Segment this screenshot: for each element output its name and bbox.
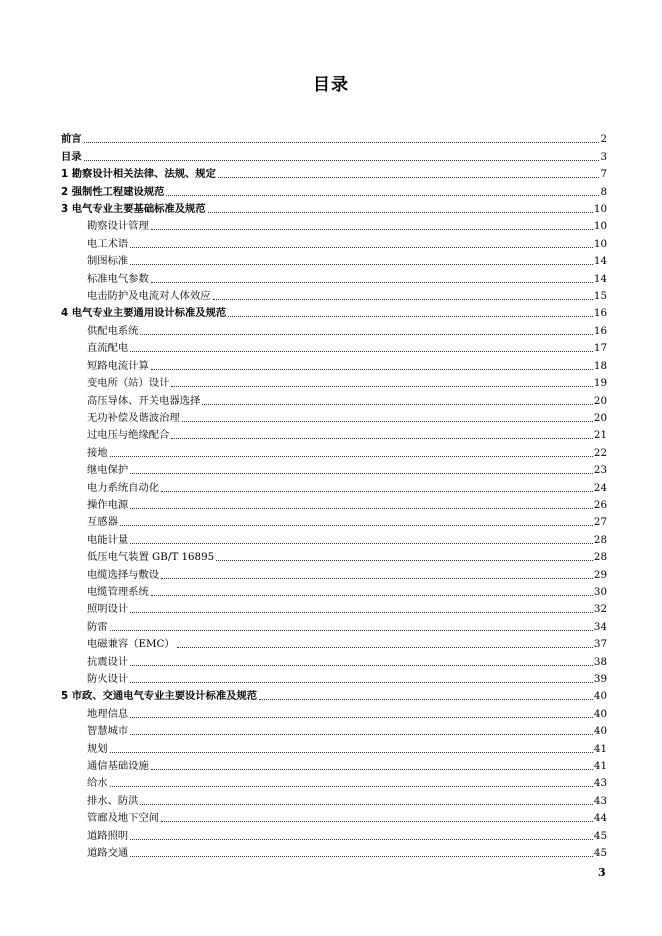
dot-leader xyxy=(208,212,593,213)
toc-entry-section[interactable] xyxy=(61,251,607,268)
toc-entry-title: 防雷 xyxy=(87,620,108,633)
toc-entry-page: 16 xyxy=(593,324,607,337)
toc-entry-page: 18 xyxy=(593,359,607,372)
toc-entry-page: 21 xyxy=(593,429,607,442)
dot-leader xyxy=(216,560,593,561)
dot-leader xyxy=(110,786,593,787)
toc-entry-page: 7 xyxy=(600,168,607,181)
toc-entry-section[interactable] xyxy=(61,825,607,842)
page-title: 目录 xyxy=(313,75,349,95)
toc-entry-section[interactable] xyxy=(61,634,607,651)
toc-entry-page: 29 xyxy=(593,568,607,581)
dot-leader xyxy=(130,351,593,352)
toc-entry-title: 电磁兼容（EMC） xyxy=(87,638,175,651)
dot-leader xyxy=(166,195,599,196)
toc-entry-section[interactable] xyxy=(61,703,607,720)
dot-leader xyxy=(110,752,593,753)
toc-entry-title: 无功补偿及谐波治理 xyxy=(87,411,180,424)
toc-entry-title: 勘察设计管理 xyxy=(87,220,149,233)
toc-entry-section[interactable] xyxy=(61,512,607,529)
toc-entry-title: 电力系统自动化 xyxy=(87,481,160,494)
toc-entry-page: 10 xyxy=(593,203,607,216)
toc-entry-page: 22 xyxy=(593,446,607,459)
dot-leader xyxy=(161,491,593,492)
toc-entry-section[interactable] xyxy=(61,582,607,599)
toc-entry-section[interactable] xyxy=(61,320,607,337)
toc-entry-title: 高压导体、开关电器选择 xyxy=(87,394,201,407)
toc-entry-page: 30 xyxy=(593,585,607,598)
dot-leader xyxy=(202,404,593,405)
toc-entry-section[interactable] xyxy=(61,616,607,633)
toc-entry-section[interactable] xyxy=(61,338,607,355)
toc-entry-section[interactable] xyxy=(61,268,607,285)
dot-leader xyxy=(151,769,593,770)
toc-entry-page: 19 xyxy=(593,377,607,390)
toc-entry-page: 39 xyxy=(593,673,607,685)
toc-entry-page: 28 xyxy=(593,533,607,546)
toc-entry-title: 供配电系统 xyxy=(87,324,139,337)
toc-entry-section[interactable] xyxy=(61,408,607,425)
toc-entry-page: 3 xyxy=(600,150,607,163)
toc-entry-page: 20 xyxy=(593,411,607,424)
dot-leader xyxy=(218,177,600,178)
toc-entry-page: 10 xyxy=(593,220,607,233)
dot-leader xyxy=(151,282,593,283)
toc-entry-page: 45 xyxy=(593,847,607,860)
toc-entry-section[interactable] xyxy=(61,721,607,738)
toc-entry-title: 1 勘察设计相关法律、法规、规定 xyxy=(61,168,216,181)
toc-entry-title: 管廊及地下空间 xyxy=(87,812,160,825)
toc-entry-page: 16 xyxy=(593,307,607,320)
dot-leader xyxy=(228,316,593,317)
dot-leader xyxy=(161,821,593,822)
toc-entry-chapter[interactable] xyxy=(61,199,607,216)
dot-leader xyxy=(120,525,593,526)
toc-entry-section[interactable] xyxy=(61,442,607,459)
toc-entry-title: 排水、防洪 xyxy=(87,794,139,807)
toc-entry-page: 20 xyxy=(593,394,607,407)
toc-entry-section[interactable] xyxy=(61,547,607,564)
toc-entry-section[interactable] xyxy=(61,425,607,442)
toc-entry-title: 低压电气装置 GB/T 16895 xyxy=(87,551,215,564)
toc-entry-title: 目录 xyxy=(61,150,82,163)
dot-leader xyxy=(161,578,593,579)
toc-entry-section[interactable] xyxy=(61,390,607,407)
toc-entry-title: 标准电气参数 xyxy=(87,272,149,285)
dot-leader xyxy=(130,612,593,613)
toc-entry-page: 14 xyxy=(593,272,607,285)
dot-leader xyxy=(130,508,593,509)
toc-entry-page: 26 xyxy=(593,498,607,511)
toc-entry-title: 电缆管理系统 xyxy=(87,585,149,598)
toc-entry-page: 8 xyxy=(600,185,607,198)
dot-leader xyxy=(130,473,593,474)
toc-entry-title: 2 强制性工程建设规范 xyxy=(61,185,165,198)
toc-entry-title: 防火设计 xyxy=(87,673,129,685)
toc-entry-section[interactable] xyxy=(61,756,607,773)
toc-entry-page: 45 xyxy=(593,829,607,842)
page-number: 3 xyxy=(598,866,606,879)
toc-entry-page: 2 xyxy=(600,133,607,146)
toc-entry-section[interactable] xyxy=(61,233,607,250)
toc-entry-title: 操作电源 xyxy=(87,498,129,511)
toc-entry-chapter[interactable] xyxy=(61,146,607,163)
toc-entry-page: 24 xyxy=(593,481,607,494)
toc-entry-title: 通信基础设施 xyxy=(87,760,149,773)
dot-leader xyxy=(151,369,593,370)
toc-entry-title: 继电保护 xyxy=(87,464,129,477)
toc-entry-page: 40 xyxy=(593,725,607,738)
dot-leader xyxy=(130,856,593,857)
dot-leader xyxy=(110,456,593,457)
dot-leader xyxy=(171,438,593,439)
toc-entry-chapter[interactable] xyxy=(61,164,607,181)
dot-leader xyxy=(110,630,593,631)
toc-entry-title: 5 市政、交通电气专业主要设计标准及规范 xyxy=(61,690,258,703)
toc-entry-section[interactable] xyxy=(61,843,607,860)
toc-entry-chapter[interactable] xyxy=(61,129,607,146)
dot-leader xyxy=(259,699,593,700)
toc-entry-title: 3 电气专业主要基础标准及规范 xyxy=(61,203,206,216)
toc-entry-section[interactable] xyxy=(61,355,607,372)
toc-entry-title: 4 电气专业主要通用设计标准及规范 xyxy=(61,307,227,320)
toc-entry-page: 23 xyxy=(593,464,607,477)
toc-entry-section[interactable] xyxy=(61,216,607,233)
toc-entry-page: 17 xyxy=(593,342,607,355)
toc-entry-section[interactable] xyxy=(61,599,607,616)
toc-entry-page: 27 xyxy=(593,516,607,529)
dot-leader xyxy=(130,717,593,718)
toc-entry-section[interactable] xyxy=(61,651,607,668)
dot-leader xyxy=(130,264,593,265)
toc-entry-chapter[interactable] xyxy=(61,686,607,703)
dot-leader xyxy=(140,334,592,335)
toc-entry-section[interactable] xyxy=(61,495,607,512)
toc-entry-title: 照明设计 xyxy=(87,603,129,616)
toc-entry-page: 32 xyxy=(593,603,607,616)
toc-entry-title: 电工术语 xyxy=(87,237,129,250)
toc-entry-section[interactable] xyxy=(61,286,607,303)
dot-leader xyxy=(130,665,593,666)
toc-entry-title: 变电所（站）设计 xyxy=(87,377,170,390)
toc-entry-title: 短路电流计算 xyxy=(87,359,149,372)
dot-leader xyxy=(151,229,593,230)
toc-entry-page: 38 xyxy=(593,655,607,668)
toc-entry-title: 电缆选择与敷设 xyxy=(87,568,160,581)
toc-entry-page: 10 xyxy=(593,237,607,250)
dot-leader xyxy=(84,160,600,161)
dot-leader xyxy=(130,682,593,683)
dot-leader xyxy=(130,734,593,735)
toc-entry-title: 直流配电 xyxy=(87,342,129,355)
toc-entry-title: 电击防护及电流对人体效应 xyxy=(87,290,211,303)
toc-entry-page: 37 xyxy=(593,638,607,651)
toc-entry-title: 前言 xyxy=(61,133,82,146)
toc-entry-page: 28 xyxy=(593,551,607,564)
toc-entry-section[interactable] xyxy=(61,460,607,477)
toc-entry-section[interactable] xyxy=(61,738,607,755)
toc-entry-chapter[interactable] xyxy=(61,303,607,320)
toc-entry-title: 给水 xyxy=(87,777,108,790)
toc-entry-page: 41 xyxy=(593,742,607,755)
dot-leader xyxy=(182,421,593,422)
toc-entry-title: 制图标准 xyxy=(87,255,129,268)
toc-entry-section[interactable] xyxy=(61,669,607,686)
dot-leader xyxy=(213,299,593,300)
toc-entry-page: 40 xyxy=(593,690,607,703)
toc-entry-page: 41 xyxy=(593,760,607,773)
toc-entry-title: 电能计量 xyxy=(87,533,129,546)
toc-entry-title: 抗震设计 xyxy=(87,655,129,668)
dot-leader xyxy=(151,595,593,596)
dot-leader xyxy=(130,247,593,248)
toc-entry-page: 34 xyxy=(593,620,607,633)
dot-leader xyxy=(140,804,592,805)
toc-entry-page: 43 xyxy=(593,794,607,807)
toc-entry-title: 道路照明 xyxy=(87,829,129,842)
toc-entry-page: 44 xyxy=(593,812,607,825)
toc-entry-section[interactable] xyxy=(61,477,607,494)
toc-entry-section[interactable] xyxy=(61,529,607,546)
toc-entry-section[interactable] xyxy=(61,808,607,825)
toc-entry-section[interactable] xyxy=(61,790,607,807)
toc-entry-title: 地理信息 xyxy=(87,707,129,720)
dot-leader xyxy=(84,142,600,143)
toc-entry-page: 15 xyxy=(593,290,607,303)
toc-entry-chapter[interactable] xyxy=(61,181,607,198)
toc-entry-page: 14 xyxy=(593,255,607,268)
dot-leader xyxy=(130,543,593,544)
toc-entry-page: 40 xyxy=(593,707,607,720)
toc-entry-title: 智慧城市 xyxy=(87,725,129,738)
dot-leader xyxy=(177,647,593,648)
toc-entry-title: 过电压与绝缘配合 xyxy=(87,429,170,442)
dot-leader xyxy=(130,839,593,840)
table-of-contents xyxy=(61,129,607,860)
toc-entry-section[interactable] xyxy=(61,373,607,390)
toc-entry-title: 规划 xyxy=(87,742,108,755)
toc-entry-title: 互感器 xyxy=(87,516,118,529)
toc-entry-title: 道路交通 xyxy=(87,847,129,860)
toc-entry-section[interactable] xyxy=(61,773,607,790)
toc-entry-section[interactable] xyxy=(61,564,607,581)
toc-entry-title: 接地 xyxy=(87,446,108,459)
dot-leader xyxy=(171,386,593,387)
toc-entry-page: 43 xyxy=(593,777,607,790)
